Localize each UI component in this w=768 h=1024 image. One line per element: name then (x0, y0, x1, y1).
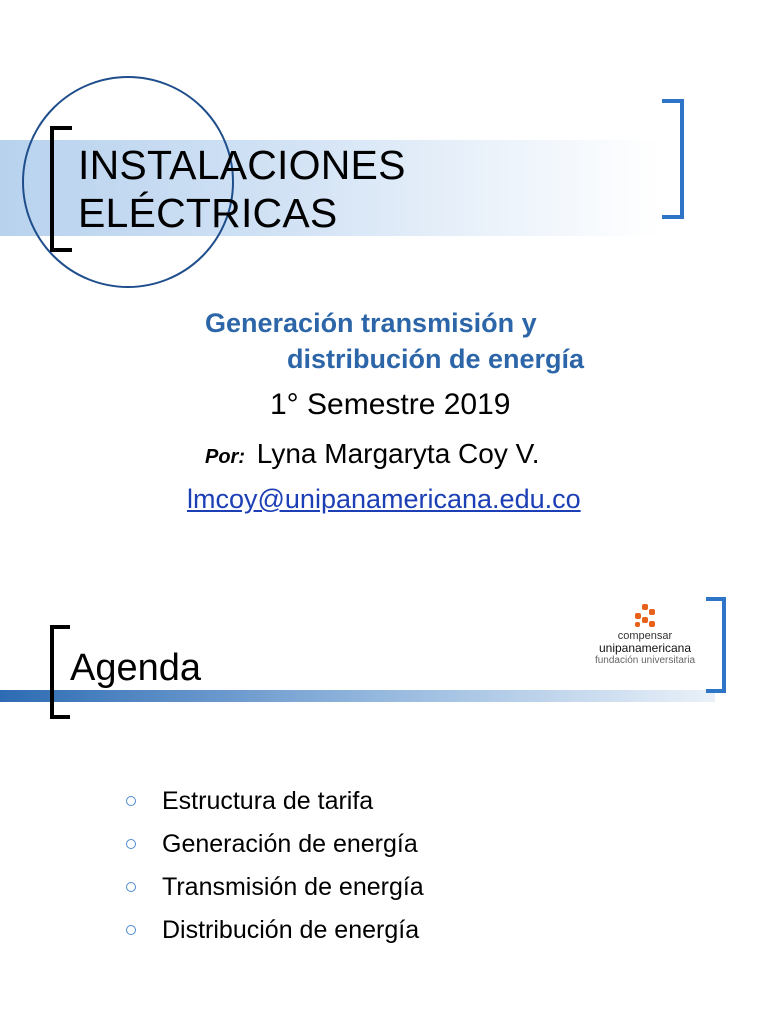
slide-subtitle (205, 305, 685, 377)
slide-title (78, 141, 406, 237)
circle-bullet-icon (126, 882, 136, 892)
logo-line1: compensar (617, 630, 673, 642)
agenda-item (126, 823, 424, 866)
agenda-item (126, 909, 424, 952)
author-line (205, 434, 540, 477)
agenda-item-label: Distribución de energía (162, 916, 420, 944)
agenda-item-label: Generación de energía (162, 830, 418, 858)
right-bracket-icon (662, 99, 684, 219)
email-link[interactable]: lmcoy@unipanamericana.edu.co (187, 484, 581, 514)
agenda-title: Agenda (70, 647, 202, 689)
agenda-slide (0, 580, 768, 1024)
author-prefix: Por: (205, 446, 245, 468)
subtitle-line1: Generación transmisión y (205, 308, 537, 338)
logo-mark-icon (632, 604, 658, 628)
left-bracket-icon (50, 625, 70, 719)
compensar-logo (590, 604, 700, 667)
logo-line3: fundación universitaria (594, 655, 696, 666)
agenda-item-label: Estructura de tarifa (162, 787, 374, 815)
agenda-item-label: Transmisión de energía (162, 873, 424, 901)
semester-text: 1° Semestre 2019 (270, 388, 511, 421)
circle-bullet-icon (126, 796, 136, 806)
slide-title-line1: INSTALACIONES (78, 142, 406, 188)
agenda-item (126, 866, 424, 909)
circle-bullet-icon (126, 925, 136, 935)
agenda-list (126, 780, 424, 952)
agenda-item (126, 780, 424, 823)
subtitle-line2: distribución de energía (287, 344, 585, 374)
slide-title-line2: ELÉCTRICAS (78, 190, 338, 236)
left-bracket-icon (50, 126, 72, 252)
logo-line2: unipanamericana (598, 641, 692, 655)
circle-bullet-icon (126, 839, 136, 849)
right-bracket-icon (706, 597, 726, 693)
author-name: Lyna Margaryta Coy V. (256, 438, 540, 469)
